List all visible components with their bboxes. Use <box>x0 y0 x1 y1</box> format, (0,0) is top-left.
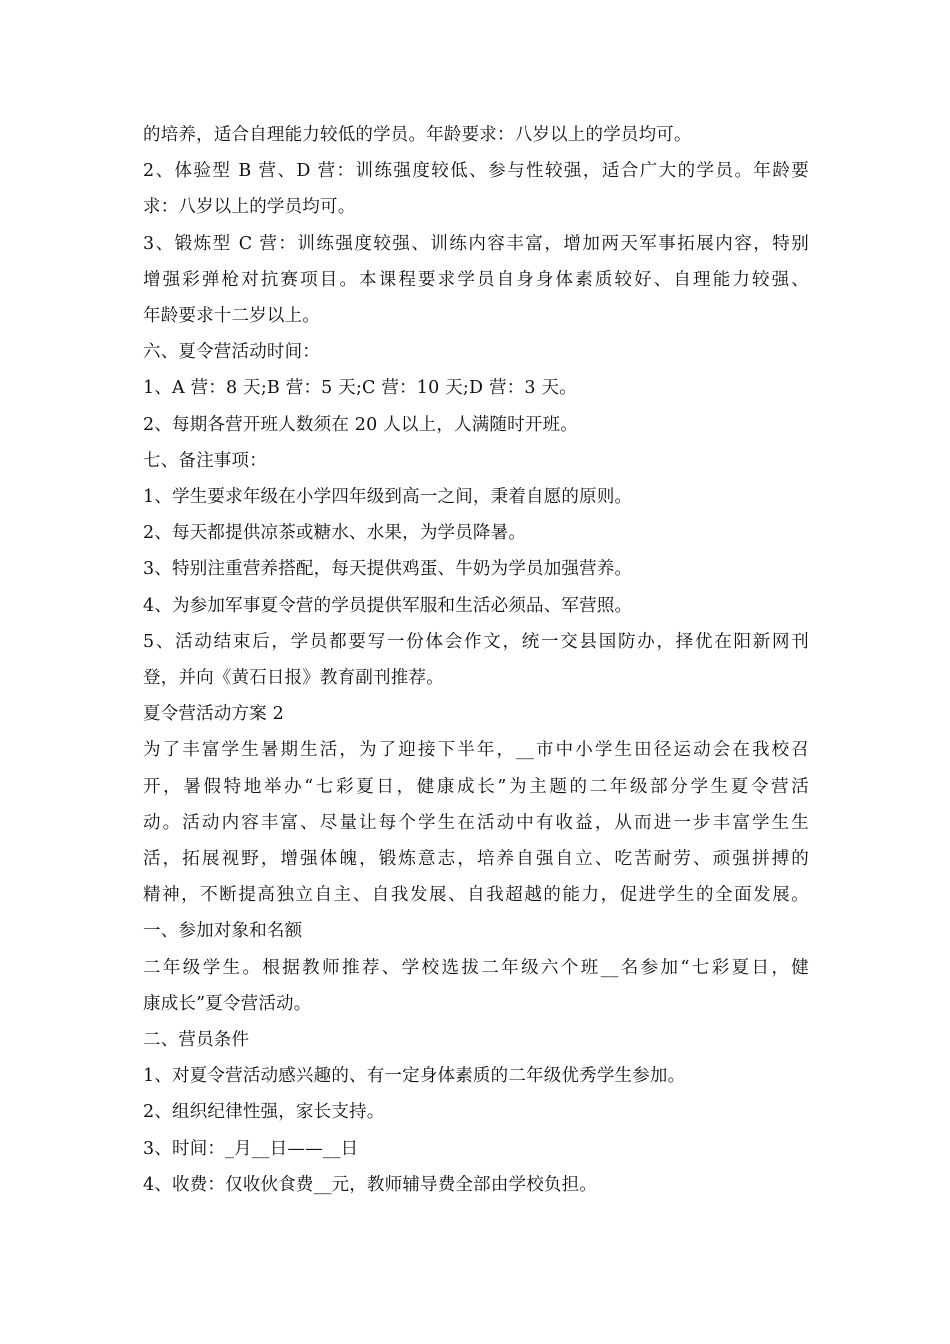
text-line: 登，并向《黄石日报》教育副刊推荐。 <box>143 668 444 689</box>
text-line: 2、每天都提供凉茶或糖水、水果，为学员降暑。 <box>143 523 527 544</box>
text-line: 2、组织纪律性强，家长支持。 <box>143 1102 385 1123</box>
text-line: 4、收费：仅收伙食费__元，教师辅导费全部由学校负担。 <box>143 1174 598 1195</box>
text-line: 活，拓展视野，增强体魄，锻炼意志，培养自强自立、吃苦耐劳、顽强拼搏的 <box>143 849 809 870</box>
text-line: 二、营员条件 <box>143 1030 250 1051</box>
text-line: 3、时间：_月__日——__日 <box>143 1138 359 1159</box>
text-line: 一、参加对象和名额 <box>143 921 303 942</box>
text-line: 二年级学生。根据教师推荐、学校选拔二年级六个班__名参加“七彩夏日，健 <box>143 957 809 978</box>
text-line: 1、A 营：8 天;B 营：5 天;C 营：10 天;D 营：3 天。 <box>143 378 577 399</box>
text-line: 六、夏令营活动时间： <box>143 342 320 363</box>
text-line: 康成长”夏令营活动。 <box>143 993 312 1014</box>
text-line: 动。活动内容丰富、尽量让每个学生在活动中有收益，从而进一步丰富学生生 <box>143 812 809 833</box>
text-line: 为了丰富学生暑期生活，为了迎接下半年，__市中小学生田径运动会在我校召 <box>143 740 809 761</box>
text-line: 3、特别注重营养搭配，每天提供鸡蛋、牛奶为学员加强营养。 <box>143 559 633 580</box>
text-line: 1、学生要求年级在小学四年级到高一之间，秉着自愿的原则。 <box>143 487 633 508</box>
document-body <box>143 117 809 1203</box>
text-line: 精神，不断提高独立自主、自我发展、自我超越的能力，促进学生的全面发展。 <box>143 885 809 906</box>
text-line: 增强彩弹枪对抗赛项目。本课程要求学员自身身体素质较好、自理能力较强、 <box>143 269 809 290</box>
text-line: 夏令营活动方案 2 <box>143 704 284 725</box>
text-line: 4、为参加军事夏令营的学员提供军服和生活必须品、军营照。 <box>143 595 633 616</box>
text-line: 求：八岁以上的学员均可。 <box>143 197 356 218</box>
text-line: 2、体验型 B 营、D 营：训练强度较低、参与性较强，适合广大的学员。年龄要 <box>143 161 809 182</box>
text-line: 年龄要求十二岁以上。 <box>143 306 320 327</box>
text-line: 七、备注事项： <box>143 450 267 471</box>
text-line: 3、锻炼型 C 营：训练强度较强、训练内容丰富，增加两天军事拓展内容，特别 <box>143 233 809 254</box>
text-line: 开，暑假特地举办“七彩夏日，健康成长”为主题的二年级部分学生夏令营活 <box>143 776 809 797</box>
text-line: 的培养，适合自理能力较低的学员。年龄要求：八岁以上的学员均可。 <box>143 125 692 145</box>
text-line: 1、对夏令营活动感兴趣的、有一定身体素质的二年级优秀学生参加。 <box>143 1066 686 1087</box>
text-line: 5、活动结束后，学员都要写一份体会作文，统一交县国防办，择优在阳新网刊 <box>143 631 809 652</box>
text-line: 2、每期各营开班人数须在 20 人以上，人满随时开班。 <box>143 414 578 435</box>
